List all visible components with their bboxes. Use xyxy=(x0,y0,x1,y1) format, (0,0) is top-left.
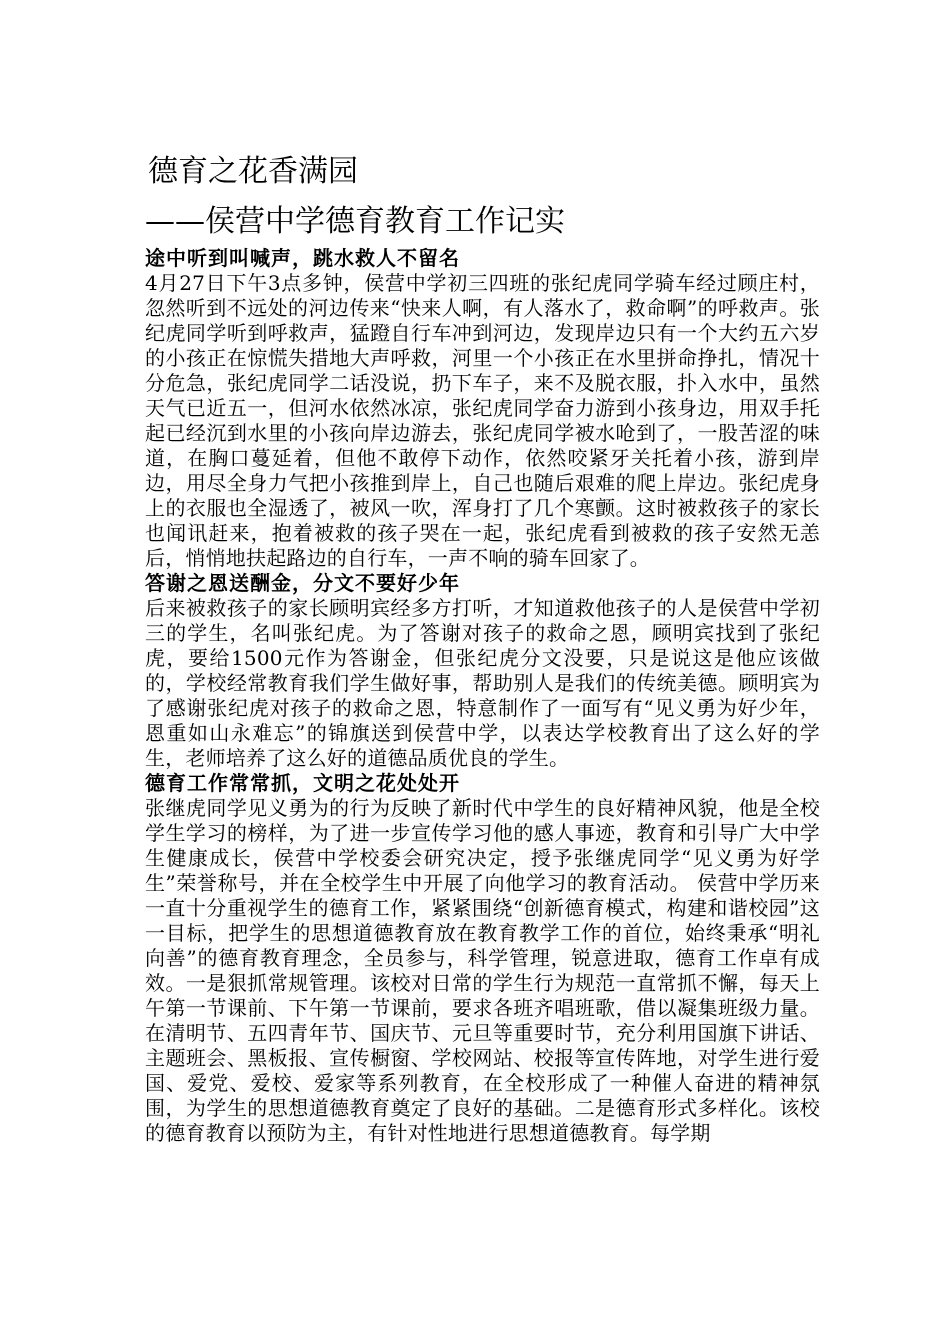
section-paragraph: 张继虎同学见义勇为的行为反映了新时代中学生的良好精神风貌，他是全校学生学习的榜样，为了进一步宣传学习他的感人事迹，教育和引导广大中学生健康成长，侯营中学校委会研究决定，授予张继虎同学“见义勇为好学生”荣誉称号，并在全校学生中开展了向他学习的教育活动。 侯营中学历来一直十分重视学生的德育工作，紧紧围绕“创新德育模式，构建和谐校园”这一目标，把学生的思想道德教育放在教育教学工作的首位，始终秉承“明礼向善”的德育教育理念，全员参与，科学管理，锐意进取，德育工作卓有成效。一是狠抓常规管理。该校对日常的学生行为规范一直常抓不懈，每天上午第一节课前、下午第一节课前，要求各班齐唱班歌，借以凝集班级力量。在清明节、五四青年节、国庆节、元旦等重要时节，充分利用国旗下讲话、主题班会、黑板报、宣传橱窗、学校网站、校报等宣传阵地，对学生进行爱国、爱党、爱校、爱家等系列教育，在全校形成了一种催人奋进的精神氛围，为学生的思想道德教育奠定了良好的基础。二是德育形式多样化。该校的德育教育以预防为主，有针对性地进行思想道德教育。每学期 xyxy=(145,796,820,1145)
document-subtitle: ——侯营中学德育教育工作记实 xyxy=(145,204,565,239)
section-paragraph: 4月27日下午3点多钟，侯营中学初三四班的张纪虎同学骑车经过顾庄村，忽然听到不远处的河边传来“快来人啊，有人落水了，救命啊”的呼救声。张纪虎同学听到呼救声，猛蹬自行车冲到河边，发现岸边只有一个大约五六岁的小孩正在惊慌失措地大声呼救，河里一个小孩正在水里拼命挣扎，情况十分危急，张纪虎同学二话没说，扔下车子，来不及脱衣服，扑入水中，虽然天气已近五一，但河水依然冰凉，张纪虎同学奋力游到小孩身边，用双手托起已经沉到水里的小孩向岸边游去，张纪虎同学被水呛到了，一股苦涩的味道，在胸口蔓延着，但他不敢停下动作，依然咬紧牙关托着小孩，游到岸边，用尽全身力气把小孩推到岸上，自己也随后艰难的爬上岸边。张纪虎身上的衣服也全湿透了，被风一吹，浑身打了几个寒颤。这时被救孩子的家长也闻讯赶来，抱着被救的孩子哭在一起，张纪虎看到被救的孩子安然无恙后，悄悄地扶起路边的自行车，一声不响的骑车回家了。 xyxy=(145,271,820,570)
section-rescue xyxy=(145,246,820,571)
section-heading: 答谢之恩送酬金，分文不要好少年 xyxy=(145,571,460,595)
document-title: 德育之花香满园 xyxy=(148,154,358,189)
section-paragraph: 后来被救孩子的家长顾明宾经多方打听，才知道救他孩子的人是侯营中学初三的学生，名叫张纪虎。为了答谢对孩子的救命之恩，顾明宾找到了张纪虎，要给1500元作为答谢金，但张纪虎分文没要，只是说这是他应该做的，学校经常教育我们学生做好事，帮助别人是我们的传统美德。顾明宾为了感谢张纪虎对孩子的救命之恩，特意制作了一面写有“见义勇为好少年，恩重如山永难忘”的锦旗送到侯营中学，以表达学校教育出了这么好的学生，老师培养了这么好的道德品质优良的学生。 xyxy=(145,596,820,770)
section-reward xyxy=(145,571,820,771)
section-heading: 途中听到叫喊声，跳水救人不留名 xyxy=(145,246,460,270)
section-moral-education xyxy=(145,771,820,1146)
document-body xyxy=(145,246,820,1326)
section-heading: 德育工作常常抓，文明之花处处开 xyxy=(145,771,460,795)
